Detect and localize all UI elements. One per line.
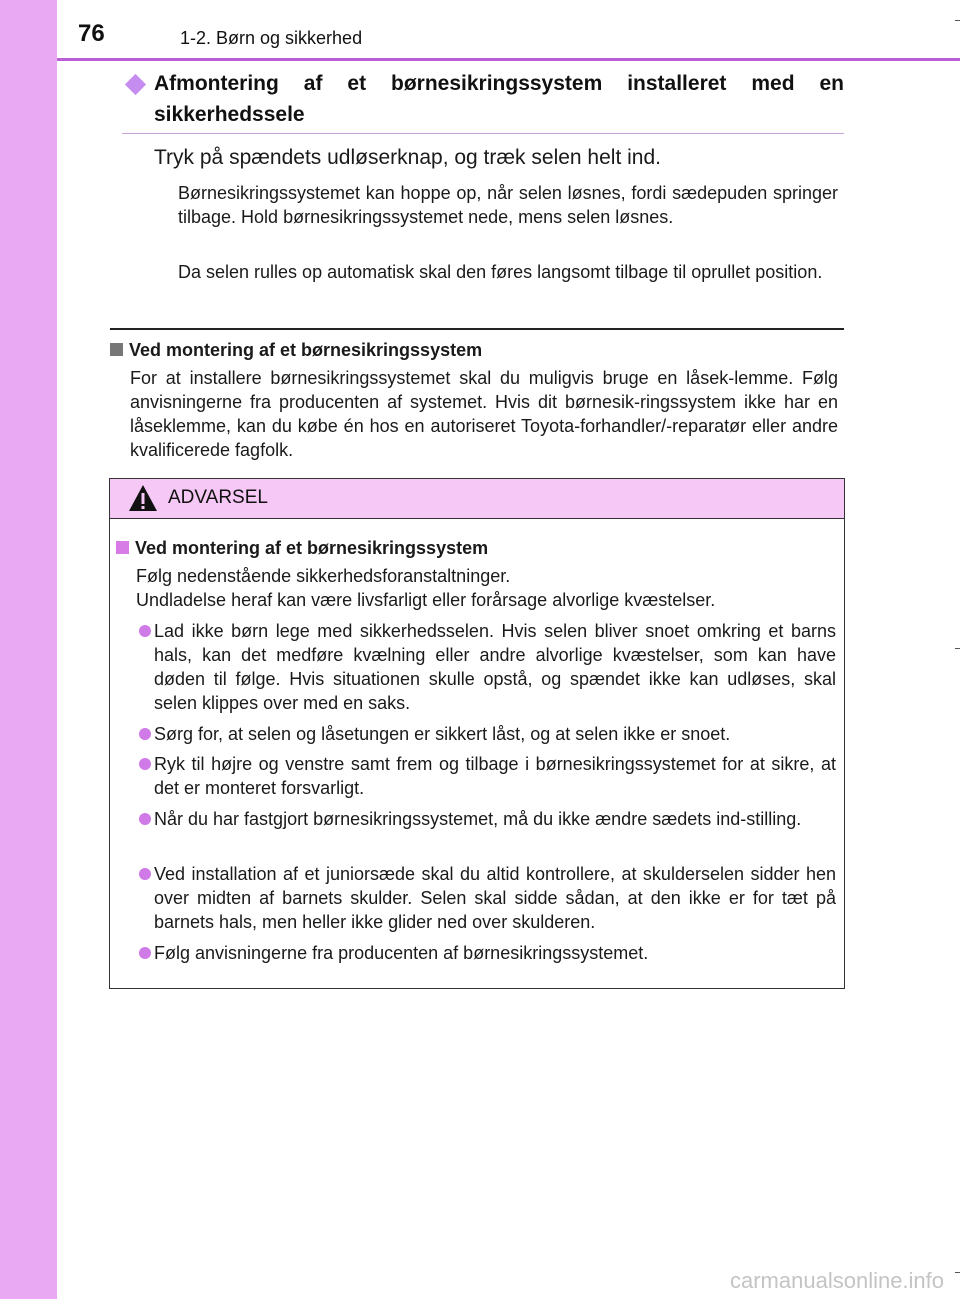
warning-bullet: Ryk til højre og venstre samt frem og tilbage i børnesikringssystemet for at sikre, at det er monteret forsvarligt. bbox=[136, 752, 836, 800]
crop-mark bbox=[955, 648, 960, 649]
warning-title: ADVARSEL bbox=[168, 487, 268, 508]
section-divider bbox=[110, 328, 844, 330]
section-title: 1-2. Børn og sikkerhed bbox=[180, 28, 363, 48]
warning-heading: Ved montering af et børnesikringssystem bbox=[116, 536, 488, 560]
square-bullet-icon bbox=[110, 343, 123, 356]
subsection-title: Afmontering af et børnesikringssystem installeret med en sikkerhedssele bbox=[154, 72, 844, 126]
warning-bullet: Ved installation af et juniorsæde skal du altid kontrollere, at skulderselen sidder hen over midten af barnets skulder. Selen skal sidde sådan, at den ikke er for tæt på barnets hals, men heller ikke glider ned over skulderen. bbox=[136, 862, 836, 934]
step-instruction: Tryk på spændets udløserknap, og træk selen helt ind. bbox=[154, 146, 661, 169]
side-color-band bbox=[0, 0, 57, 1299]
warning-triangle-icon bbox=[128, 483, 158, 513]
crop-mark bbox=[955, 20, 960, 21]
round-bullet-icon bbox=[139, 868, 151, 880]
warning-box bbox=[109, 478, 845, 989]
step-note: Børnesikringssystemet kan hoppe op, når selen løsnes, fordi sædepuden springer tilbage. Hold børnesikringssystemet nede, mens selen løsnes. bbox=[178, 183, 838, 227]
round-bullet-icon bbox=[139, 728, 151, 740]
page-number: 76 bbox=[78, 20, 105, 47]
warning-bullet: Sørg for, at selen og låsetungen er sikkert låst, og at selen ikke er snoet. bbox=[136, 722, 836, 746]
warning-header bbox=[110, 479, 844, 519]
info-heading: Ved montering af et børnesikringssystem bbox=[110, 338, 482, 362]
round-bullet-icon bbox=[139, 625, 151, 637]
square-bullet-icon bbox=[116, 541, 129, 554]
round-bullet-icon bbox=[139, 947, 151, 959]
warning-bullet: Lad ikke børn lege med sikkerhedsselen. Hvis selen bliver snoet omkring et barns hals, kan det medføre kvælning eller andre alvorlige kvæstelser, som kan have døden til følge. Hvis situationen skulle opstå, og spændet ikke kan udløses, skal selen klippes over med en saks. bbox=[136, 619, 836, 715]
round-bullet-icon bbox=[139, 758, 151, 770]
subsection-heading bbox=[122, 68, 844, 134]
crop-mark bbox=[955, 1272, 960, 1273]
step-note: Da selen rulles op automatisk skal den føres langsomt tilbage til oprullet position. bbox=[178, 262, 823, 282]
info-body: For at installere børnesikringssystemet skal du muligvis bruge en låsek-lemme. Følg anvisningerne fra producenten af systemet. Hvis dit børnesik-ringssystem ikke har en låseklemme, kan du købe én hos en autoriseret Toyota-forhandler/-reparatør eller andre kvalificerede fagfolk. bbox=[130, 368, 838, 460]
watermark: carmanualsonline.info bbox=[730, 1268, 945, 1293]
warning-intro: Følg nedenstående sikkerhedsforanstaltninger. Undladelse heraf kan være livsfarligt eller forårsage alvorlige kvæstelser. bbox=[136, 566, 716, 610]
warning-bullet: Følg anvisningerne fra producenten af børnesikringssystemet. bbox=[136, 941, 836, 965]
header-rule bbox=[57, 58, 960, 61]
diamond-bullet-icon bbox=[125, 74, 146, 95]
warning-bullet: Når du har fastgjort børnesikringssystemet, må du ikke ændre sædets ind-stilling. bbox=[136, 807, 836, 831]
round-bullet-icon bbox=[139, 813, 151, 825]
subsection-rule bbox=[122, 133, 844, 134]
